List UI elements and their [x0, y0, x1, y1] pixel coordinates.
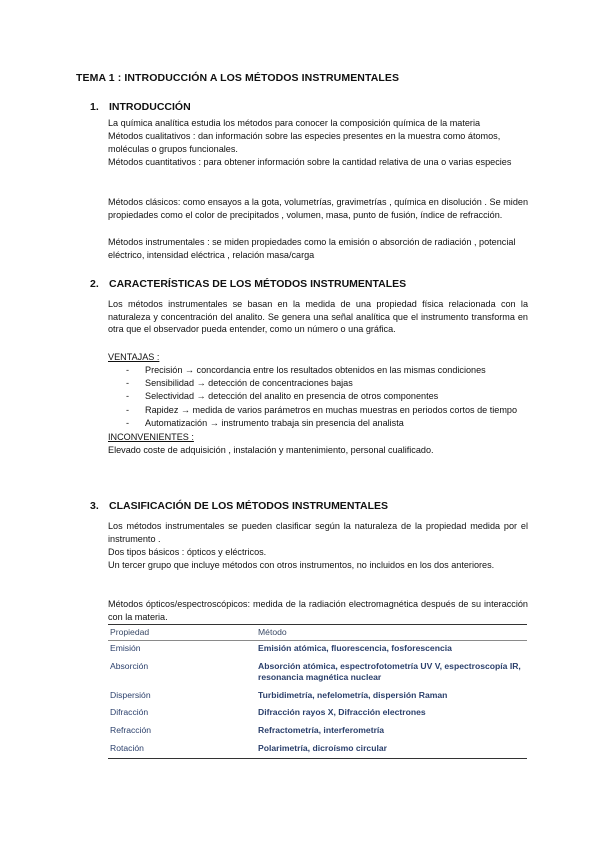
section-number: 1. — [90, 101, 99, 113]
list-item-text: Precisión → concordancia entre los resultados obtenidos en las mismas condiciones — [145, 365, 486, 375]
paragraph: Métodos ópticos/espectroscópicos: medida de la radiación electromagnética después de su interacción con la materia. — [108, 599, 528, 622]
bullet-dash: - — [126, 404, 130, 415]
paragraph: Métodos cualitativos : dan información sobre las especies presentes en la muestra como átomos, moléculas o grupos funcionales. — [108, 131, 501, 154]
list-item — [108, 404, 528, 417]
bullet-dash: - — [126, 365, 130, 375]
table-row — [108, 659, 527, 688]
paragraph: La química analítica estudia los métodos para conocer la composición química de la materia — [108, 118, 481, 128]
table-row — [108, 688, 527, 706]
paragraph: Métodos instrumentales : se miden propiedades como la emisión o absorción de radiación , potencial eléctrico, intensidad eléctrica , relación masa/carga — [108, 237, 516, 260]
table-cell-method: Refractometría, interferometría — [258, 724, 385, 735]
list-item-text: Sensibilidad → detección de concentraciones bajas — [145, 378, 353, 389]
table-row — [108, 741, 527, 759]
list-item-text: Rapidez → medida de varios parámetros en muchas muestras en periodos cortos de tiempo — [145, 404, 518, 415]
paragraph: Los métodos instrumentales se basan en la medida de una propiedad física relacionada con la naturaleza y concentración del analito. Se genera una señal analítica que el instrumento transforma en otra que el observador pueda entender, como un número o una gráfica. — [108, 299, 528, 335]
section-title: CLASIFICACIÓN DE LOS MÉTODOS INSTRUMENTALES — [109, 500, 389, 512]
table-cell-property: Rotación — [108, 741, 258, 759]
table-cell-method: Emisión atómica, fluorescencia, fosforescencia — [258, 643, 452, 653]
paragraph: Los métodos instrumentales se pueden clasificar según la naturaleza de la propiedad medida por el instrumento . — [108, 521, 528, 544]
table-row — [108, 723, 527, 741]
list-item — [108, 377, 528, 390]
paragraph: Métodos cuantitativos : para obtener información sobre la cantidad relativa de una o varias especies — [108, 157, 512, 167]
table-cell-method: Difracción rayos X, Difracción electrones — [258, 707, 426, 718]
paragraph: Un tercer grupo que incluye métodos con otros instrumentos, no incluidos en los dos anteriores. — [108, 560, 495, 570]
list-item — [108, 364, 528, 377]
ventajas-label: VENTAJAS : — [108, 352, 160, 362]
table-row — [108, 705, 527, 723]
bullet-dash: - — [126, 378, 130, 389]
bullet-dash: - — [126, 417, 130, 428]
section-title: CARACTERÍSTICAS DE LOS MÉTODOS INSTRUMENTALES — [109, 278, 407, 290]
paragraph: Métodos clásicos: como ensayos a la gota, volumetrías, gravimetrías , química en disolución . Se miden propiedades como el color de precipitados , volumen, masa, punto de fusión, índice de refracción. — [108, 197, 528, 220]
bullet-dash: - — [126, 391, 130, 402]
table-cell-property: Emisión — [110, 643, 141, 653]
table-cell-property: Difracción — [110, 707, 149, 718]
table-cell-method: Absorción atómica, espectrofotometría UV V, espectroscopía IR, resonancia magnética nuclear — [258, 660, 521, 683]
methods-table — [108, 624, 527, 759]
table-cell-property: Refracción — [110, 724, 152, 735]
inconvenientes-label: INCONVENIENTES : — [108, 432, 194, 442]
column-header: Propiedad — [108, 625, 258, 641]
section-2-heading — [90, 278, 406, 290]
paragraph: Dos tipos básicos : ópticos y eléctricos. — [108, 547, 267, 557]
section-number: 2. — [90, 278, 99, 290]
table-cell-property: Absorción — [110, 660, 149, 671]
ventajas-list — [108, 364, 528, 430]
table-cell-property: Dispersión — [110, 689, 151, 700]
list-item — [108, 390, 528, 403]
table-cell-method: Turbidimetría, nefelometría, dispersión Raman — [258, 689, 448, 700]
section-1-heading — [90, 101, 191, 113]
list-item-text: Selectividad → detección del analito en presencia de otros componentes — [145, 391, 439, 402]
section-number: 3. — [90, 500, 99, 512]
list-item-text: Automatización → instrumento trabaja sin presencia del analista — [145, 417, 404, 428]
table-cell-method: Polarimetría, dicroísmo circular — [258, 741, 527, 759]
list-item — [108, 417, 528, 430]
section-3-heading — [90, 500, 388, 512]
table-header-row — [108, 625, 527, 641]
paragraph: Elevado coste de adquisición , instalación y mantenimiento, personal cualificado. — [108, 445, 434, 455]
document-title: TEMA 1 : INTRODUCCIÓN A LOS MÉTODOS INSTRUMENTALES — [76, 72, 400, 84]
column-header: Método — [258, 625, 527, 641]
section-title: INTRODUCCIÓN — [109, 101, 191, 113]
table-row — [108, 641, 527, 659]
